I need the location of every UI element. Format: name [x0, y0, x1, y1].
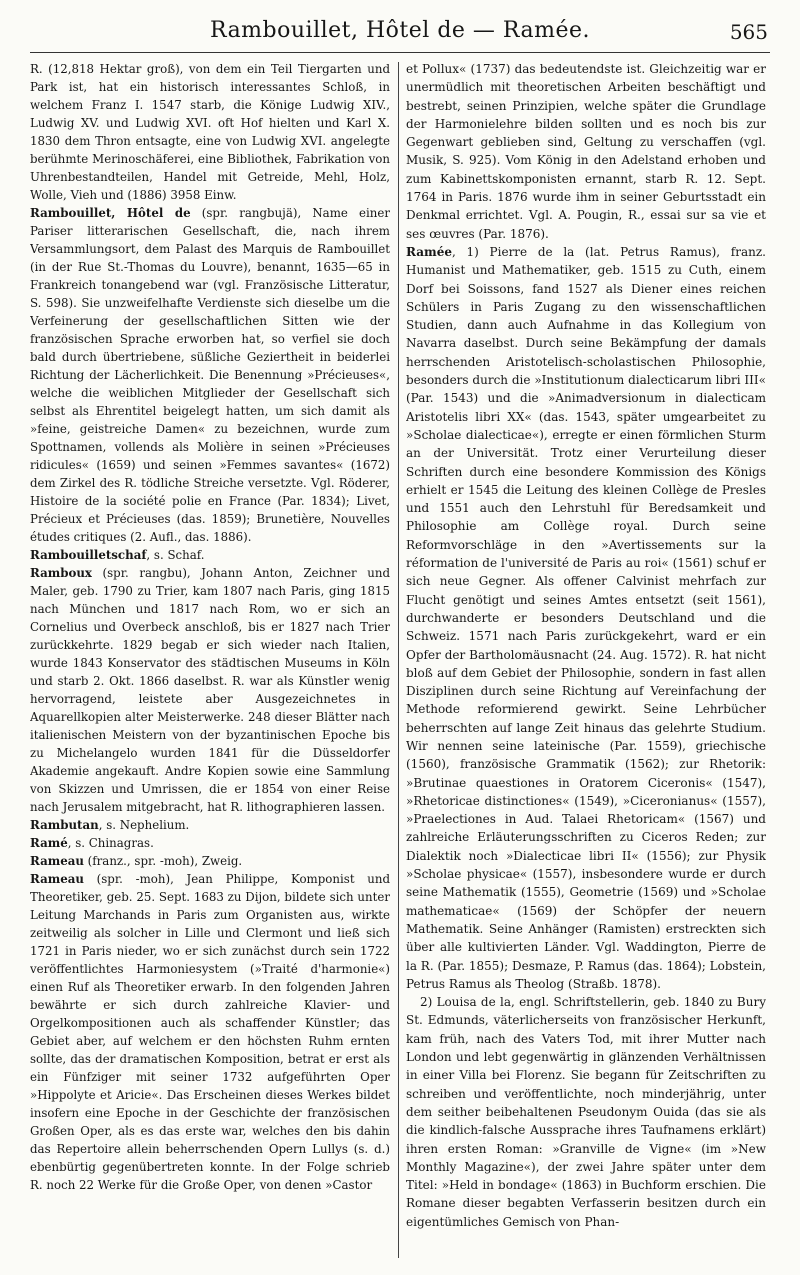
entry-paragraph: Rambutan, s. Nephelium.	[30, 818, 190, 832]
entry-paragraph: R. (12,818 Hektar groß), von dem ein Teil Tiergarten und Park ist, hat ein historisch interessantes Schloß, in welchem Franz I. 1547 starb, die Könige Ludwig XIV., Ludwig XV. und Ludwig XVI. oft Hof hielten und Karl X. 1830 dem Thron entsagte, eine von Ludwig XVI. angelegte berühmte Merinoschäferei, eine Bibliothek, Fabrikation von Uhrenbestandteilen, Handel mit Getreide, Mehl, Holz, Wolle, Vieh und (1886) 3958 Einw.	[30, 62, 390, 202]
page-number: 565	[729, 20, 768, 44]
headword: Rambutan	[30, 818, 99, 832]
headword: Rambouilletschaf	[30, 548, 147, 562]
entry-paragraph: et Pollux« (1737) das bedeutendste ist. Gleichzeitig war er unermüdlich mit theoretischen Arbeiten beschäftigt und bestrebt, seinen Prinzipien, welche später die Grundlage der Harmonielehre bilden sollten und es noch bis zur Gegenwart geblieben sind, Geltung zu verschaffen (vgl. Musik, S. 925). Vom König in den Adelstand erhoben und zum Kabinettskomponisten ernannt, starb R. 12. Sept. 1764 in Paris. 1876 wurde ihm in seiner Geburtsstadt ein Denkmal errichtet. Vgl. A. Pougin, R., essai sur sa vie et ses œuvres (Par. 1876).	[406, 62, 766, 241]
entry-paragraph: Ramboux (spr. rangbu), Johann Anton, Zeichner und Maler, geb. 1790 zu Trier, kam 1807 nach Paris, ging 1815 nach München und 1817 nach Rom, wo er sich an Cornelius und Overbeck anschloß, bis er 1827 nach Trier zurückkehrte. 1829 begab er sich wieder nach Italien, wurde 1843 Konservator des städtischen Museums in Köln und starb 2. Okt. 1866 daselbst. R. war als Künstler wenig hervorragend, leistete aber Ausgezeichnetes in Aquarellkopien alter Meisterwerke. 248 dieser Blätter nach italienischen Meistern von der byzantinischen Epoche bis zu Michelangelo wurden 1841 für die Düsseldorfer Akademie angekauft. Andre Kopien sowie eine Sammlung von Skizzen und Umrissen, die er 1854 von einer Reise nach Jerusalem mitgebracht, hat R. lithographieren lassen.	[30, 566, 390, 814]
entry-paragraph: Rambouillet, Hôtel de (spr. rangbujä), Name einer Pariser litterarischen Gesellschaft, die, nach ihrem Versammlungsort, dem Palast des Marquis de Rambouillet (in der Rue St.-Thomas du Louvre), benannt, 1635—65 in Frankreich tonangebend war (vgl. Französische Litteratur, S. 598). Sie unzweifelhafte Verdienste sich dieselbe um die Verfeinerung der gesellschaftlichen Sitten wie der französischen Sprache erworben hat, so verfiel sie doch bald durch übertriebene, süßliche Geziertheit in beiderlei Richtung der Lächerlichkeit. Die Benennung »Précieuses«, welche die weiblichen Mitglieder der Gesellschaft sich selbst als Ehrentitel beigelegt hatten, um sich damit als »feine, geistreiche Damen« zu bezeichnen, wurde zum Spottnamen, vollends als Molière in seinen »Précieuses ridicules« (1659) und seinen »Femmes savantes« (1672) dem Zirkel des R. tödliche Streiche versetzte. Vgl. Röderer, Histoire de la société polie en France (Par. 1834); Livet, Précieux et Précieuses (das. 1859); Brunetière, Nouvelles études critiques (2. Aufl., das. 1886).	[30, 206, 390, 544]
running-title: Rambouillet, Hôtel de — Ramée.	[210, 18, 590, 43]
left-column	[30, 60, 390, 1260]
headword: Ramboux	[30, 566, 92, 580]
right-column	[406, 60, 766, 1260]
headword: Ramée	[406, 244, 452, 259]
entry-paragraph: Ramé, s. Chinagras.	[30, 836, 154, 850]
headword: Rambouillet, Hôtel de	[30, 206, 191, 220]
entry-paragraph: Rameau (franz., spr. -moh), Zweig.	[30, 854, 243, 868]
headword: Rameau	[30, 854, 84, 868]
column-divider	[398, 62, 399, 1258]
entry-paragraph: Rambouilletschaf, s. Schaf.	[30, 548, 205, 562]
entry-paragraph: 2) Louisa de la, engl. Schriftstellerin, geb. 1840 zu Bury St. Edmunds, väterlicherseits von französischer Herkunft, kam früh, nach des Vaters Tod, mit ihrer Mutter nach London und lebt gegenwärtig in glänzenden Verhältnissen in einer Villa bei Florenz. Sie begann für Zeitschriften zu schreiben und veröffentlichte, noch minderjährig, unter dem seither beibehaltenen Pseudonym Ouida (das sie als die kindlich-falsche Aussprache ihres Taufnamens erklärt) ihren ersten Roman: »Granville de Vigne« (im »New Monthly Magazine«), der zwei Jahre später unter dem Titel: »Held in bondage« (1863) in Buchform erschien. Die Romane dieser begabten Verfasserin besitzen durch ein eigentümliches Gemisch von Phan-	[406, 995, 766, 1229]
entry-paragraph: Rameau (spr. -moh), Jean Philippe, Komponist und Theoretiker, geb. 25. Sept. 1683 zu Dijon, bildete sich unter Leitung Marchands in Paris zum Organisten aus, wirkte zeitweilig als solcher in Lille und Clermont und ließ sich 1721 in Paris nieder, wo er sich zunächst durch sein 1722 veröffentlichtes Harmoniesystem (»Traité d'harmonie«) einen Ruf als Theoretiker erwarb. In den folgenden Jahren bewährte er sich durch zahlreiche Klavier- und Orgelkompositionen auch als schaffender Künstler; das Gebiet aber, auf welchem er den höchsten Ruhm ernten sollte, das der dramatischen Komposition, betrat er erst als ein Fünfziger mit seiner 1732 aufgeführten Oper »Hippolyte et Aricie«. Das Erscheinen dieses Werkes bildet insofern eine Epoche in der Geschichte der französischen Großen Oper, als es das erste war, welches den bis dahin das Repertoire allein beherrschenden Opern Lullys (s. d.) ebenbürtig gegenübertreten konnte. In der Folge schrieb R. noch 22 Werke für die Große Oper, von denen »Castor	[30, 872, 390, 1192]
entry-paragraph: Ramée, 1) Pierre de la (lat. Petrus Ramus), franz. Humanist und Mathematiker, geb. 1515 zu Cuth, einem Dorf bei Soissons, fand 1527 als Diener eines reichen Schülers in Paris Zugang zu den wissenschaftlichen Studien, dann auch Aufnahme in das Kollegium von Navarra daselbst. Durch seine Bekämpfung der damals herrschenden Aristotelisch-scholastischen Philosophie, besonders durch die »Institutionum dialecticarum libri III« (Par. 1543) und die »Animadversionum in dialecticam Aristotelis libri XX« (das. 1543, später umgearbeitet zu »Scholae dialecticae«), erregte er einen förmlichen Sturm an der Universität. Trotz einer Verurteilung dieser Schriften durch eine besondere Kommission des Königs erhielt er 1545 die Leitung des kleinen Collège de Presles und 1551 auch den Lehrstuhl für Beredsamkeit und Philosophie am Collège royal. Durch seine Reformvorschläge in den »Avertissements sur la réformation de l'université de Paris au roi« (1561) schuf er sich neue Gegner. Als offener Calvinist mehrfach zur Flucht genötigt und seines Amtes entsetzt (seit 1561), durchwanderte er besonders Deutschland und die Schweiz. 1571 nach Paris zurückgekehrt, ward er ein Opfer der Bartholomäusnacht (24. Aug. 1572). R. hat nicht bloß auf dem Gebiet der Philosophie, sondern in fast allen Disziplinen durch seine Richtung auf Vereinfachung der Methode reformierend gewirkt. Seine Lehrbücher beherrschten auf lange Zeit hinaus das gelehrte Studium. Wir nennen seine lateinische (Par. 1559), griechische (1560), französische Grammatik (1562); zur Rhetorik: »Brutinae quaestiones in Oratorem Ciceronis« (1547), »Rhetoricae distinctiones« (1549), »Ciceronianus« (1557), »Praelectiones in Aud. Talaei Rhetoricam« (1567) und zahlreiche Erläuterungsschriften zu Ciceros Reden; zur Dialektik noch »Dialecticae libri II« (1556); zur Physik »Scholae physicae« (1557), insbesondere wurde er durch seine Mathematik (1555), Geometrie (1569) und »Scholae mathematicae« (1569) der Schöpfer der neuern Mathematik. Seine Anhänger (Ramisten) erstreckten sich über alle kultivierten Länder. Vgl. Waddington, Pierre de la R. (Par. 1855); Desmaze, P. Ramus (das. 1864); Lobstein, Petrus Ramus als Theolog (Straßb. 1878).	[406, 244, 766, 991]
page-header	[30, 12, 770, 53]
headword: Ramé	[30, 836, 68, 850]
headword: Rameau	[30, 872, 84, 886]
